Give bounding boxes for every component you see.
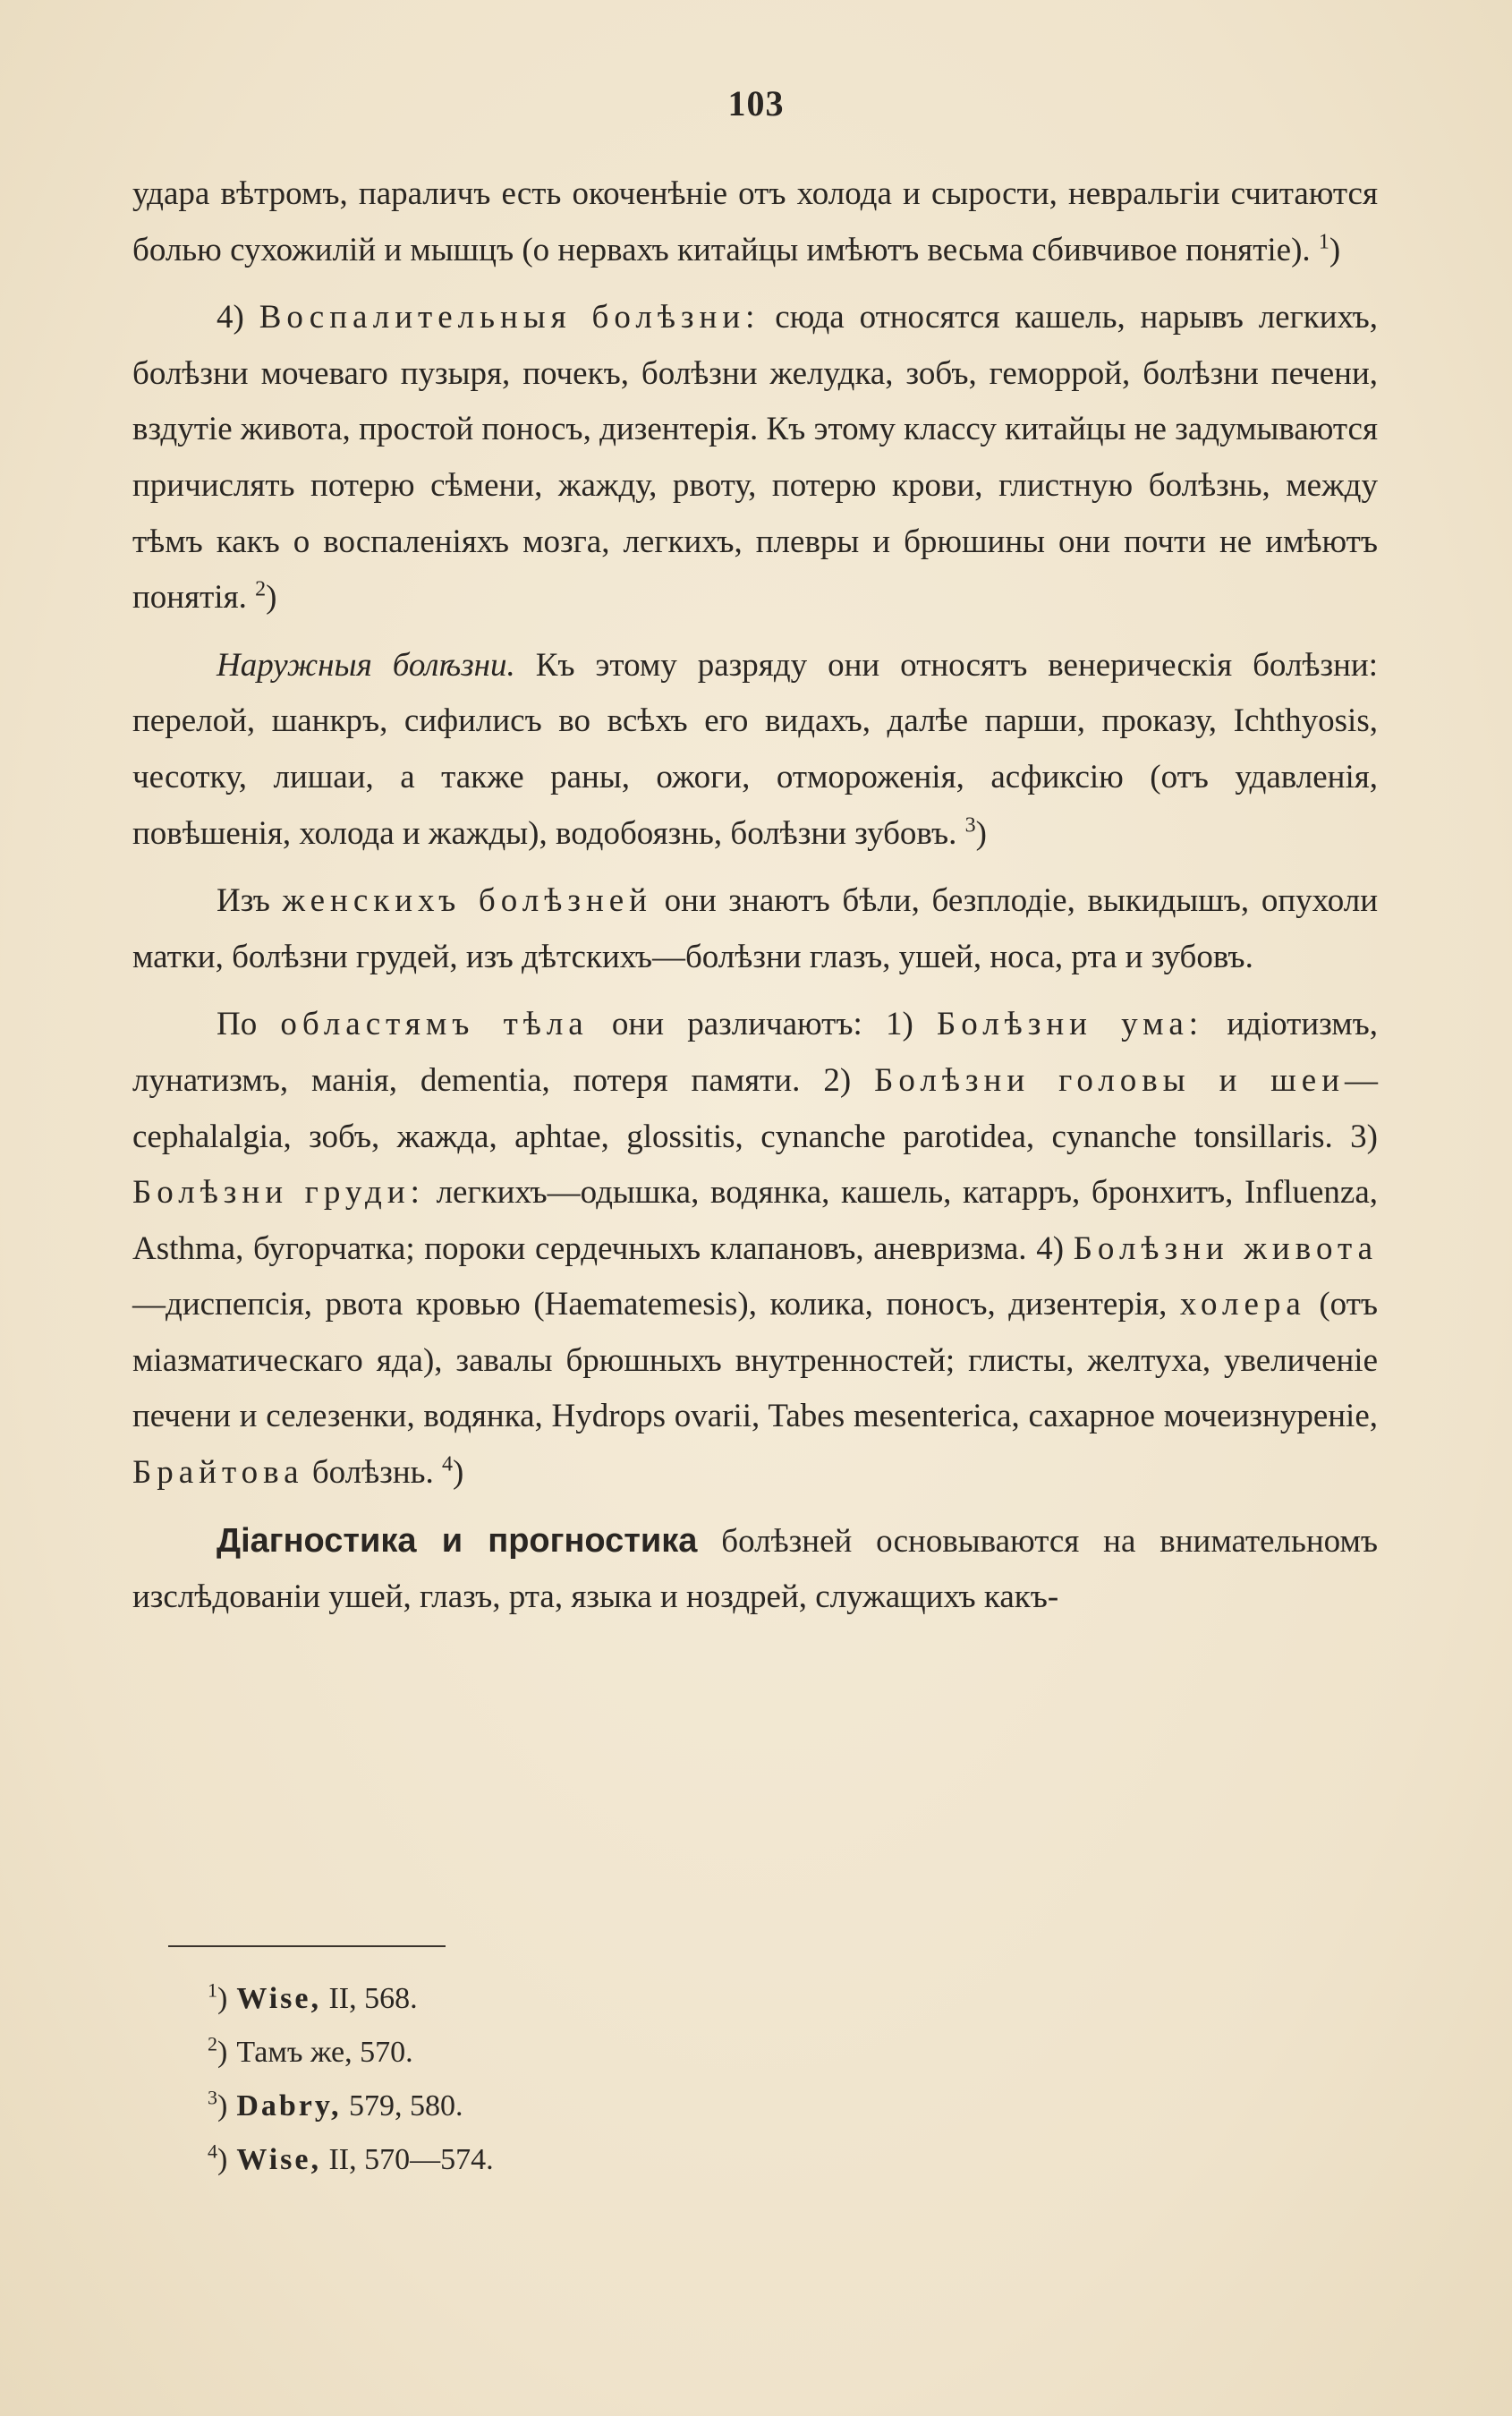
list-number: 4) (217, 299, 244, 336)
spaced-term: областямъ тѣла (280, 1006, 589, 1043)
footnote: $^2$) Тамъ же, 570. (208, 2032, 413, 2069)
paragraph-external-diseases: Наружныя болѣзни. Къ этому разряду они относятъ венерическія болѣзни: перелой, шанкръ, сифилисъ во всѣхъ его видахъ, далѣе парши, проказу, Ichthyosis, чесотку, лишаи, а также раны, ожоги, отмороженія, асфиксію (отъ удавленія, повѣшенія, холода и жажды), водобоязнь, болѣзни зубовъ. $^3$) (132, 646, 1378, 852)
footnote-author: Wise, (236, 1982, 321, 2015)
paragraph-diagnostics (132, 1513, 1378, 1626)
paragraph-text: болѣзнь. (311, 1454, 434, 1492)
paragraph-text: они знаютъ бѣли, безплодіе, выкидышъ, опухоли матки, болѣзни грудей, изъ дѣтскихъ—болѣзни глазъ, ушей, носа, рта и зубовъ. (132, 882, 1379, 975)
footnotes (208, 1972, 1281, 2187)
footnote-number: 2 (208, 2032, 217, 2055)
paragraph-text: болѣзней основываются на внимательномъ изслѣдованіи ушей, глазъ, рта, языка и ноздрей, служащихъ какъ- (132, 1522, 1379, 1616)
paragraph-text: сюда относятся кашель, нарывъ легкихъ, болѣзни мочеваго пузыря, почекъ, болѣзни желудка, зобъ, геморрой, болѣзни печени, вздутіе живота, простой поносъ, дизентерія. Къ этому классу китайцы не задумываются причислять потерю сѣмени, жажду, рвоту, потерю крови, глистную болѣзнь, между тѣмъ какъ о воспаленіяхъ мозга, легкихъ, плевры и брюшины они почти не имѣютъ понятія. (132, 299, 1378, 617)
footnote-ref: 2 (255, 577, 267, 601)
footnote-number: 4 (208, 2140, 217, 2163)
spaced-term: Брайтова (132, 1454, 304, 1492)
paragraph-text: (отъ міазматическаго яда), завалы брюшныхъ внутренностей; глисты, желтуха, увеличеніе печени и селезенки, водянка, Hydrops ovarii, Tabes mesenterica, сахарное мочеизнуреніе, (132, 1286, 1378, 1435)
footnote-ref: 1 (1318, 230, 1329, 254)
body-text (132, 166, 1378, 1638)
paragraph-inflammatory-diseases: 4) Воспалительныя болѣзни: сюда относятся кашель, нарывъ легкихъ, болѣзни мочеваго пузыря, почекъ, болѣзни желудка, зобъ, геморрой, болѣзни печени, вздутіе живота, простой поносъ, дизентерія. Къ этому классу китайцы не задумываются причислять потерю сѣмени, жажду, рвоту, потерю крови, глистную болѣзнь, между тѣмъ какъ о воспаленіяхъ мозга, легкихъ, плевры и брюшины они почти не имѣютъ понятія. $^2$) (132, 299, 1378, 617)
footnote-ref-text: Тамъ же, 570. (236, 2036, 413, 2069)
footnote: $^4$) Wise, II, 570—574. (208, 2140, 494, 2176)
spaced-term: Болѣзни груди: (132, 1174, 425, 1212)
paragraph-text: идіотизмъ, лунатизмъ, манія, dementia, потеря памяти. 2) (132, 1006, 1379, 1099)
paragraph-continuation: удара вѣтромъ, параличъ есть окоченѣніе отъ холода и сырости, невральгіи считаются болью сухожилій и мышцъ (о нервахъ китайцы имѣютъ весьма сбивчивое понятіе). $^1$) (132, 175, 1378, 268)
paragraph-body-regions: По областямъ тѣла они различаютъ: 1) Болѣзни ума: идіотизмъ, лунатизмъ, манія, dementia, потеря памяти. 2) Болѣзни головы и шеи—cephalalgia, зобъ, жажда, aphtae, glossitis, cynanche parotidea, cynanche tonsillaris. 3) Болѣзни груди: легкихъ—одышка, водянка, кашель, катарръ, бронхитъ, Influenza, Asthma, бугорчатка; пороки сердечныхъ клапановъ, аневризма. 4) Болѣзни живота—диспепсія, рвота кровью (Haematemesis), колика, поносъ, дизентерія, холера (отъ міазматическаго яда), завалы брюшныхъ внутренностей; глисты, желтуха, увеличеніе печени и селезенки, водянка, Hydrops ovarii, Tabes mesenterica, сахарное мочеизнуреніе, Брайтова болѣзнь. $^4$) (132, 1006, 1379, 1492)
footnote-ref-text: II, 568. (328, 1982, 418, 2015)
paragraph-text: —диспепсія, рвота кровью (Haematemesis), колика, поносъ, дизентерія, (132, 1286, 1168, 1323)
footnote-ref-text: 579, 580. (349, 2089, 463, 2123)
paragraph-text: они различаютъ: 1) (611, 1006, 913, 1043)
footnote-ref: 4 (442, 1452, 453, 1476)
spaced-term: Воспалительныя болѣзни: (259, 299, 760, 336)
section-heading: Діагностика и прогностика (217, 1521, 698, 1560)
footnote: $^1$) Wise, II, 568. (208, 1978, 418, 2015)
spaced-term: Болѣзни ума: (936, 1006, 1204, 1043)
paragraph-womens-diseases (132, 873, 1378, 985)
footnote-divider (168, 1945, 446, 1947)
footnote-author: Dabry, (236, 2089, 342, 2123)
footnote-ref-text: II, 570—574. (328, 2143, 494, 2176)
italic-term: Наружныя болѣзни. (217, 646, 515, 684)
spaced-term: Болѣзни живота (1073, 1229, 1378, 1267)
footnote: $^3$) Dabry, 579, 580. (208, 2086, 463, 2123)
footnote-number: 3 (208, 2086, 217, 2109)
paragraph-text: легкихъ—одышка, водянка, кашель, катарръ, бронхитъ, Influenza, Asthma, бугорчатка; пороки сердечныхъ клапановъ, аневризма. 4) (132, 1174, 1378, 1267)
paragraph-lead: Изъ (217, 882, 270, 920)
paragraph-text: —cephalalgia, зобъ, жажда, aphtae, glossitis, cynanche parotidea, cynanche tonsillaris. 3) (132, 1061, 1379, 1155)
paragraph-text: Къ этому разряду они относятъ венерическія болѣзни: перелой, шанкръ, сифилисъ во всѣхъ его видахъ, далѣе парши, проказу, Ichthyosis, чесотку, лишаи, а также раны, ожоги, отмороженія, асфиксію (отъ удавленія, повѣшенія, холода и жажды), водобоязнь, болѣзни зубовъ. (132, 646, 1378, 852)
paragraph-lead: По (217, 1006, 258, 1043)
paragraph-text: удара вѣтромъ, параличъ есть окоченѣніе отъ холода и сырости, невральгіи считаются болью сухожилій и мышцъ (о нервахъ китайцы имѣютъ весьма сбивчивое понятіе). (132, 175, 1378, 268)
footnote-ref: 3 (964, 813, 976, 838)
spaced-term: женскихъ болѣзней (282, 882, 652, 920)
page-number: 103 (727, 83, 785, 123)
footnote-number: 1 (208, 1978, 217, 2002)
spaced-term: холера (1179, 1286, 1306, 1323)
spaced-term: Болѣзни головы и шеи (874, 1061, 1346, 1099)
footnote-author: Wise, (236, 2143, 321, 2176)
